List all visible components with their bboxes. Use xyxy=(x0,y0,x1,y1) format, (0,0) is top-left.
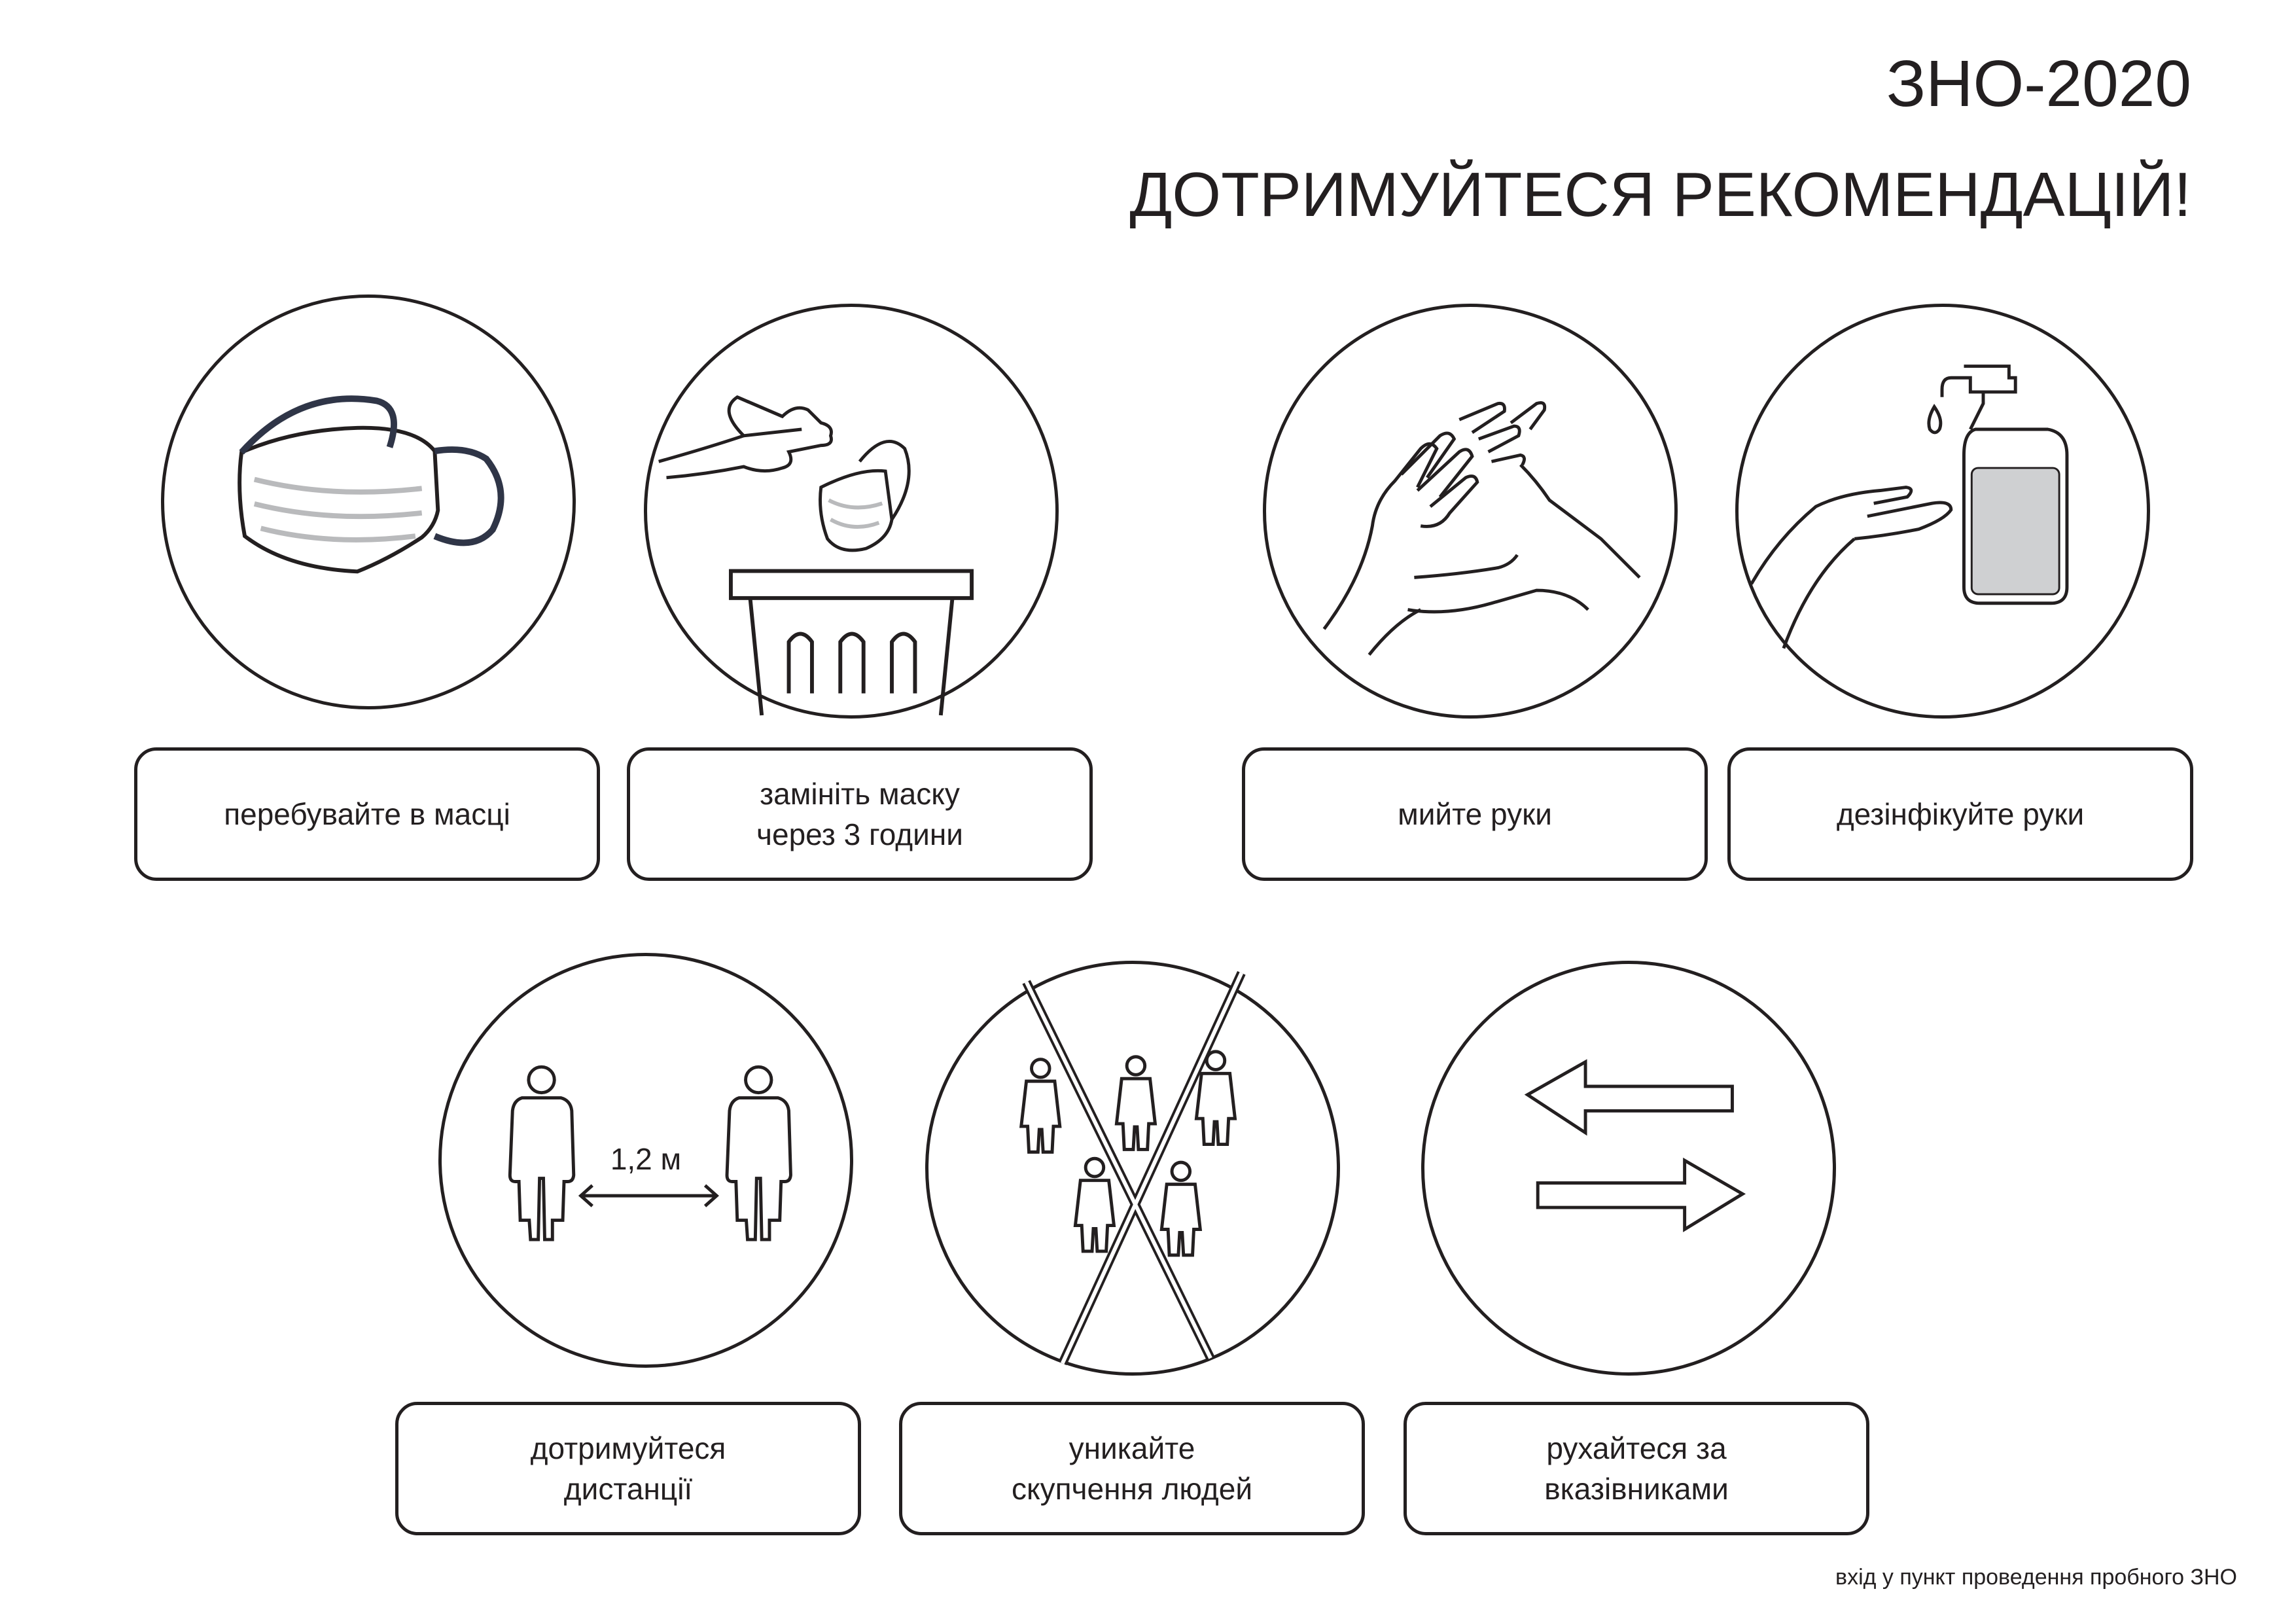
direction-arrows-icon xyxy=(1424,964,1833,1372)
distance-label: 1,2 м xyxy=(610,1142,682,1176)
label-text: перебувайте в масці xyxy=(224,797,510,831)
avoid-crowds-tile xyxy=(925,961,1340,1376)
label-keep-distance xyxy=(395,1402,861,1535)
replace-mask-tile xyxy=(644,304,1059,719)
sanitize-hands-tile xyxy=(1735,304,2150,719)
page-title-recommendations: ДОТРИМУЙТЕСЯ РЕКОМЕНДАЦІЙ! xyxy=(1129,160,2191,230)
label-text: дезінфікуйте руки xyxy=(1836,797,2085,831)
hand-sanitizer-icon xyxy=(1739,307,2147,715)
face-mask-tile xyxy=(161,294,576,709)
no-crowd-icon xyxy=(928,964,1337,1372)
wash-hands-tile xyxy=(1263,304,1678,719)
label-text: замініть маску через 3 години xyxy=(756,777,963,851)
hand-washing-icon xyxy=(1266,307,1674,715)
label-replace-mask xyxy=(627,747,1093,881)
face-mask-icon xyxy=(164,298,573,706)
label-text: рухайтеся за вказівниками xyxy=(1544,1431,1729,1506)
label-wear-mask xyxy=(134,747,600,881)
mask-disposal-icon xyxy=(647,307,1055,715)
label-text: уникайте скупчення людей xyxy=(1011,1431,1253,1506)
label-text: мийте руки xyxy=(1398,797,1552,831)
label-sanitize-hands xyxy=(1727,747,2193,881)
label-follow-signs xyxy=(1404,1402,1869,1535)
label-avoid-crowds xyxy=(899,1402,1365,1535)
page-title-year: ЗНО-2020 xyxy=(1886,47,2191,120)
label-wash-hands xyxy=(1242,747,1708,881)
follow-signs-tile xyxy=(1421,961,1836,1376)
keep-distance-tile xyxy=(438,953,853,1368)
label-text: дотримуйтеся дистанції xyxy=(530,1431,726,1506)
footer-note: вхід у пункт проведення пробного ЗНО xyxy=(1835,1565,2237,1590)
